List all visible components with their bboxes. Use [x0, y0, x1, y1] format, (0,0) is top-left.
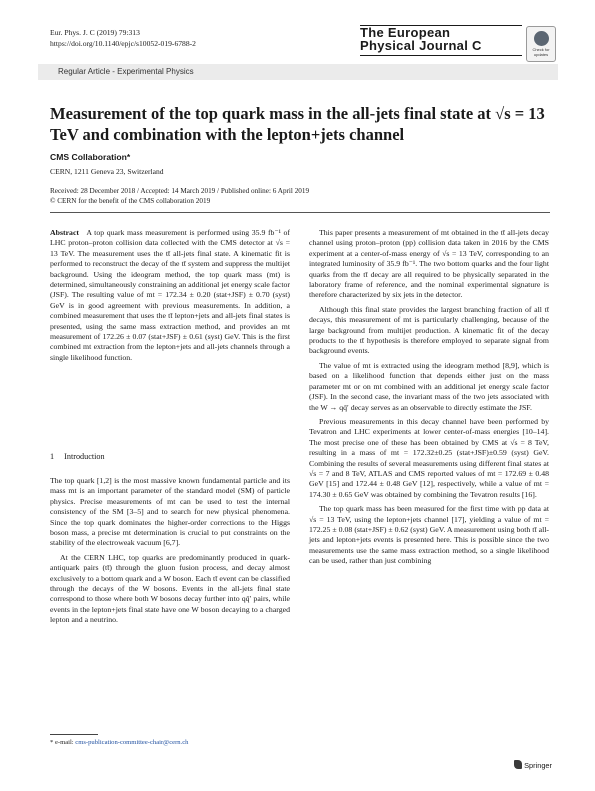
publisher-name: Springer: [524, 761, 552, 770]
header-divider: [50, 212, 550, 213]
copyright: © CERN for the benefit of the CMS collaboration 2019: [50, 197, 211, 205]
affiliation: CERN, 1211 Geneva 23, Switzerland: [50, 167, 164, 176]
article-type: Regular Article - Experimental Physics: [58, 67, 194, 76]
footnote-label: * e-mail:: [50, 739, 74, 746]
right-column: [309, 228, 549, 571]
abstract: [50, 228, 290, 363]
section-title: Introduction: [64, 452, 105, 461]
check-for-updates-icon: [534, 31, 549, 46]
article-type-band: [38, 64, 558, 80]
authors: CMS Collaboration*: [50, 152, 131, 162]
springer-logo-icon: [514, 760, 522, 769]
footnote-divider: [50, 734, 98, 735]
body-paragraph: Previous measurements in this decay channel have been performed by Tevatron and LHC experiments at lower center-of-mass energies [10–14]. The most precise one of these has been obtained by CMS at √s = 8 TeV, resulting in a mass of mt = 172.32±0.25 (stat+JSF)±0.59 (syst) GeV. Combining the results of several measurements using different final states at √s = 7 and 8 TeV, ATLAS and CMS reported values of mt = 172.69 ± 0.48 GeV [15] and 172.44 ± 0.48 GeV [12], respectively, while a value of mt = 174.30 ± 0.65 GeV was obtained by combining the Tevatron results [16].: [309, 416, 549, 499]
doi-link[interactable]: https://doi.org/10.1140/epjc/s10052-019-6788-2: [50, 39, 196, 48]
citation: Eur. Phys. J. C (2019) 79:313: [50, 28, 140, 37]
publisher-footer: [492, 760, 552, 770]
footnote: [50, 739, 188, 746]
check-for-updates-badge[interactable]: [526, 26, 556, 62]
abstract-text: A top quark mass measurement is performed using 35.9 fb⁻¹ of LHC proton–proton collision data collected with the CMS detector at √s = 13 TeV. The measurement uses the tt̄ all-jets final state. A kinematic fit is performed to reconstruct the decay of the tt̄ system and suppress the multijet background. Using the ideogram method, the top quark mass (mt) is determined, simultaneously constraining an additional jet energy scale factor (JSF). The resulting value of mt = 172.34 ± 0.20 (stat+JSF) ± 0.70 (syst) GeV is in good agreement with previous measurements. In addition, a combined measurement that uses the tt̄ lepton+jets and all-jets final states is presented, using the same mass extraction method, and provides an mt measurement of 172.26 ± 0.07 (stat+JSF) ± 0.61 (syst) GeV. This is the first combined mt extraction from the lepton+jets and all-jets channels through a single likelihood function.: [50, 228, 290, 362]
left-column: [50, 228, 290, 367]
journal-name-line2: Physical Journal C: [360, 38, 482, 53]
paper-title: Measurement of the top quark mass in the all-jets final state at √s = 13 TeV and combination with the lepton+jets channel: [50, 104, 545, 144]
introduction-body: [50, 476, 290, 630]
journal-name-line1: The European: [360, 25, 451, 40]
body-paragraph: The top quark mass has been measured for the first time with pp data at √s = 13 TeV, using the lepton+jets channel [17], yielding a value of mt = 172.25 ± 0.08 (stat+JSF) ± 0.62 (syst) GeV. A measurement using both tt̄ all-jets and lepton+jets events is presented here. This is possible since the two measurements use the same mass extraction method, so a single likelihood can be used, rather than just combining: [309, 504, 549, 566]
intro-paragraph: At the CERN LHC, top quarks are predominantly produced in quark-antiquark pairs (tt̄) through the gluon fusion process, and decay almost exclusively to a bottom quark and a W boson. Each tt̄ event can be classified through the decays of the W bosons. Events in the all-jets final state correspond to those where both W bosons decay further into qq̄′ pairs, while events in the lepton+jets final state have one W boson decaying to a charged lepton and a neutrino.: [50, 552, 290, 625]
publication-dates: [50, 186, 309, 206]
body-paragraph: This paper presents a measurement of mt obtained in the tt̄ all-jets decay channel using proton–proton (pp) collision data taken in 2016 by the CMS experiment at a center-of-mass energy of √s = 13 TeV, corresponding to an integrated luminosity of 35.9 fb⁻¹. The two bottom quarks and the four light quarks from the tt̄ decay are all required to be physically separated in the laboratory frame of reference, and the nominal experimental signature is therefore characterized by six jets in the detector.: [309, 228, 549, 300]
history-dates: Received: 28 December 2018 / Accepted: 14 March 2019 / Published online: 6 April 2019: [50, 187, 310, 195]
body-paragraph: Although this final state provides the largest branching fraction of all tt̄ decays, this measurement of mt is particularly challenging, because of the large background from multijet production. A kinematic fit of the decay products to the tt̄ hypothesis is therefore employed to separate signal from background events.: [309, 304, 549, 356]
body-paragraph: The value of mt is extracted using the ideogram method [8,9], which is based on a likelihood function that depends either just on the mass parameter mt or on mt combined with an additional jet energy scale factor (JSF). In the second case, the invariant mass of the two jets associated with the W → qq̄′ decay serves as an observable to directly estimate the JSF.: [309, 360, 549, 412]
check-for-updates-label: Check for updates: [532, 47, 550, 57]
section-heading-introduction: [50, 452, 105, 461]
journal-name: [360, 26, 520, 52]
abstract-label: Abstract: [50, 228, 80, 237]
contact-email-link[interactable]: cms-publication-committee-chair@cern.ch: [75, 739, 189, 746]
intro-paragraph: The top quark [1,2] is the most massive known fundamental particle and its mass mt is an important parameter of the standard model (SM) of particle physics. Precise measurements of mt can be used to test the internal consistency of the SM [3–5] and to search for new physical phenomena. Since the top quark dominates the higher-order corrections to the Higgs boson mass, a precise mt determination is crucial to put constraints on the stability of the electroweak vacuum [6,7].: [50, 476, 290, 548]
journal-rule-bottom: [360, 55, 522, 56]
section-number: 1: [50, 452, 55, 461]
